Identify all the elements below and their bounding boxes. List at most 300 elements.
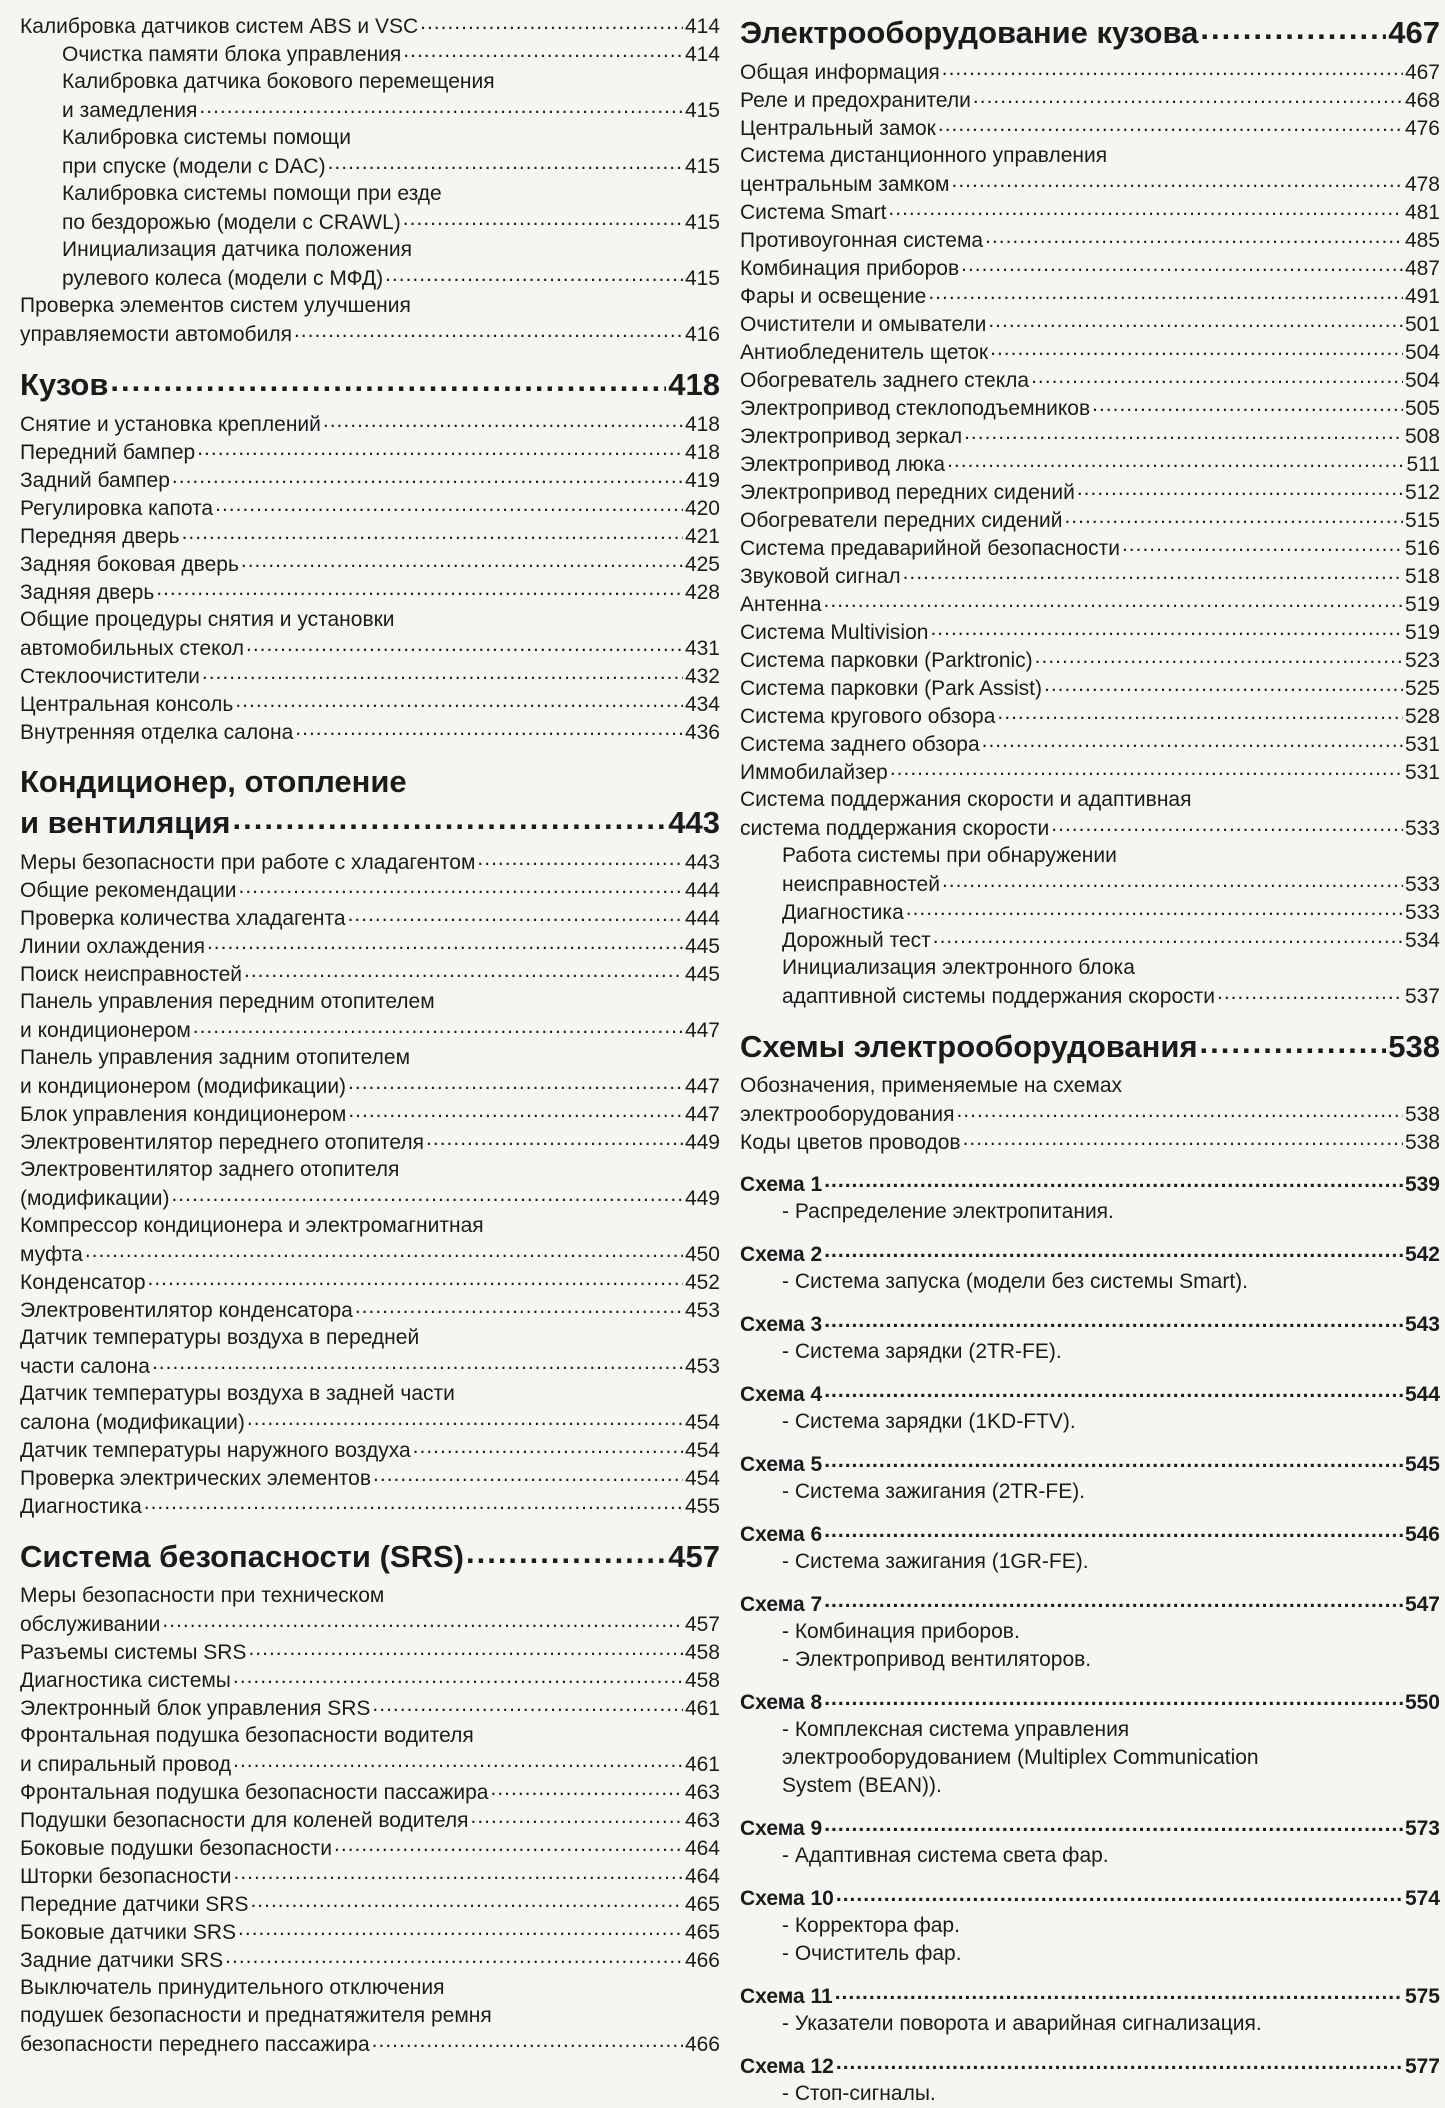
toc-entry: [20, 466, 720, 494]
toc-entry: [20, 1834, 720, 1862]
scheme-heading: [740, 1884, 1440, 1912]
page-number: 534: [1404, 929, 1440, 952]
dot-leader: [207, 932, 683, 953]
section-title-line: [20, 1536, 720, 1576]
page-number: 447: [684, 1103, 720, 1126]
entry-line: [740, 786, 1440, 814]
dot-leader: [372, 1694, 683, 1715]
entry-title: Комбинация приборов: [740, 257, 960, 280]
page-number: 546: [1404, 1523, 1440, 1546]
entry-title: Калибровка системы помощи: [62, 126, 351, 149]
scheme-title: Схема 10: [740, 1887, 834, 1910]
toc-entry: [20, 578, 720, 606]
entry-title: Выключатель принудительного отключения: [20, 1976, 445, 1999]
scheme-title: Схема 8: [740, 1691, 823, 1714]
toc-entry: [20, 1268, 720, 1296]
toc-entry: [20, 690, 720, 718]
entry-title: Внутренняя отделка салона: [20, 721, 294, 744]
entry-title: Проверка элементов систем улучшения: [20, 294, 411, 317]
entry-title: Система дистанционного управления: [740, 144, 1108, 167]
entry-title: части салона: [20, 1355, 150, 1378]
dot-leader: [334, 1834, 683, 1855]
scheme-title: Схема 4: [740, 1383, 823, 1406]
page-number: 539: [1404, 1173, 1440, 1196]
entry-title: Задний бампер: [20, 469, 170, 492]
scheme-entry: [740, 1884, 1440, 1968]
dot-leader: [1051, 814, 1403, 835]
dot-leader: [990, 338, 1403, 359]
entry-title: Иммобилайзер: [740, 761, 888, 784]
dot-leader: [144, 1492, 683, 1513]
dot-leader: [824, 1520, 1403, 1541]
entry-line: [740, 198, 1440, 226]
entry-line: [20, 1722, 720, 1750]
dot-leader: [835, 1982, 1403, 2003]
entry-line: [20, 1862, 720, 1890]
scheme-entry: [740, 1240, 1440, 1296]
page-number: 447: [684, 1075, 720, 1098]
entry-line: [20, 1638, 720, 1666]
page-number: 476: [1404, 117, 1440, 140]
page-number: 444: [684, 907, 720, 930]
section-heading: [20, 762, 720, 842]
toc-entry: [740, 1072, 1440, 1128]
dot-leader: [372, 2030, 683, 2051]
entry-line: [740, 982, 1440, 1010]
page-number: 452: [684, 1271, 720, 1294]
scheme-heading: [740, 1688, 1440, 1716]
entry-line: [20, 494, 720, 522]
toc-entry: [20, 1638, 720, 1666]
entry-line: [20, 12, 720, 40]
entry-title: Проверка количества хладагента: [20, 907, 346, 930]
toc-entry: [740, 842, 1440, 898]
toc-entry: [740, 58, 1440, 86]
dot-leader: [156, 578, 683, 599]
toc-entry: [20, 1946, 720, 1974]
page-number: 449: [684, 1187, 720, 1210]
toc-entry: [20, 1778, 720, 1806]
dot-leader: [148, 1268, 683, 1289]
dot-leader: [930, 618, 1403, 639]
entry-title: рулевого колеса (модели с МФД): [62, 267, 384, 290]
entry-line: [20, 1610, 720, 1638]
scheme-entry: [740, 1814, 1440, 1870]
page-number: 519: [1404, 593, 1440, 616]
entry-line: [740, 702, 1440, 730]
toc-entry: [20, 662, 720, 690]
page-number: 547: [1404, 1593, 1440, 1616]
section-title: Система безопасности (SRS): [20, 1539, 464, 1574]
toc-entry: [740, 562, 1440, 590]
scheme-heading: [740, 2052, 1440, 2080]
page-number: 577: [1404, 2055, 1440, 2078]
page-number: 443: [684, 851, 720, 874]
entry-line: [20, 2002, 720, 2030]
section-heading: [740, 12, 1440, 52]
dot-leader: [197, 438, 683, 459]
toc-entry: [20, 960, 720, 988]
dot-leader: [373, 1464, 683, 1485]
page-number: 550: [1404, 1691, 1440, 1714]
entry-line: [740, 422, 1440, 450]
toc-entry: [20, 932, 720, 960]
scheme-entry: [740, 1380, 1440, 1436]
scheme-description: электрооборудованием (Multiplex Communication: [782, 1746, 1259, 1769]
page-number: 511: [1406, 453, 1440, 476]
page-number: 449: [684, 1131, 720, 1154]
toc-entry: [740, 450, 1440, 478]
entry-title: Очистка памяти блока управления: [62, 43, 402, 66]
entry-line: [20, 876, 720, 904]
dot-leader: [824, 1590, 1403, 1611]
entry-title: Панель управления передним отопителем: [20, 990, 435, 1013]
dot-leader: [162, 1610, 683, 1631]
scheme-description: - Электропривод вентиляторов.: [782, 1648, 1092, 1671]
page-number: 414: [684, 43, 720, 66]
page-number: 501: [1404, 313, 1440, 336]
scheme-description: - Система зажигания (2TR-FE).: [782, 1480, 1086, 1503]
dot-leader: [477, 848, 683, 869]
dot-leader: [1092, 394, 1403, 415]
entry-line: [20, 848, 720, 876]
page-number: 533: [1404, 901, 1440, 924]
page-number: 415: [684, 155, 720, 178]
entry-title: Инициализация датчика положения: [62, 238, 412, 261]
page-number: 464: [684, 1837, 720, 1860]
dot-leader: [888, 198, 1403, 219]
scheme-entry: [740, 1982, 1440, 2038]
entry-title: Система предаварийной безопасности: [740, 537, 1120, 560]
entry-title: Фронтальная подушка безопасности водителя: [20, 1724, 474, 1747]
entry-title: Панель управления задним отопителем: [20, 1046, 411, 1069]
dot-leader: [824, 1170, 1403, 1191]
dot-leader: [199, 96, 683, 117]
entry-title: Меры безопасности при техническом: [20, 1584, 385, 1607]
entry-title: Снятие и установка креплений: [20, 413, 321, 436]
dot-leader: [928, 282, 1403, 303]
entry-title: Электровентилятор заднего отопителя: [20, 1158, 400, 1181]
toc-entry: [20, 1436, 720, 1464]
section-heading: [740, 1026, 1440, 1066]
toc-entry: [740, 786, 1440, 842]
dot-leader: [348, 1072, 683, 1093]
entry-line: [20, 988, 720, 1016]
scheme-description: - Адаптивная система света фар.: [782, 1844, 1109, 1867]
entry-line: [740, 730, 1440, 758]
entry-title: Калибровка системы помощи при езде: [62, 182, 442, 205]
entry-title: Датчик температуры наружного воздуха: [20, 1439, 411, 1462]
toc-entry: [20, 1862, 720, 1890]
toc-entry: [20, 522, 720, 550]
dot-leader: [247, 1408, 683, 1429]
toc-entry: [740, 366, 1440, 394]
entry-line: [20, 1044, 720, 1072]
section-title-line: [20, 364, 720, 404]
page-number: 431: [684, 637, 720, 660]
page-number: 443: [668, 805, 720, 840]
entry-line: [740, 590, 1440, 618]
entry-line: [740, 114, 1440, 142]
scheme-entry: [740, 1520, 1440, 1576]
entry-line: [740, 142, 1440, 170]
dot-leader: [1035, 646, 1403, 667]
entry-line: [20, 1352, 720, 1380]
dot-leader: [172, 466, 683, 487]
toc-entry: [740, 758, 1440, 786]
toc-entry: [740, 590, 1440, 618]
entry-line: [20, 208, 720, 236]
dot-leader: [1200, 12, 1386, 43]
toc-entry: [20, 124, 720, 180]
toc-entry: [20, 438, 720, 466]
scheme-description: - Стоп-сигналы.: [782, 2082, 936, 2105]
dot-leader: [241, 550, 683, 571]
dot-leader: [942, 870, 1403, 891]
toc-entry: [20, 606, 720, 662]
entry-line: [20, 2030, 720, 2058]
scheme-heading: [740, 1814, 1440, 1842]
toc-entry: [20, 1918, 720, 1946]
entry-title: центральным замком: [740, 173, 950, 196]
page-number: 418: [684, 413, 720, 436]
entry-line: [740, 394, 1440, 422]
entry-title: муфта: [20, 1243, 83, 1266]
dot-leader: [193, 1016, 683, 1037]
entry-line: [740, 310, 1440, 338]
entry-title: салона (модификации): [20, 1411, 245, 1434]
entry-title: Шторки безопасности: [20, 1865, 232, 1888]
page-number: 454: [684, 1411, 720, 1434]
dot-leader: [238, 1918, 683, 1939]
page-number: 450: [684, 1243, 720, 1266]
page-number: 466: [684, 2033, 720, 2056]
dot-leader: [824, 1688, 1403, 1709]
page-number: 445: [684, 935, 720, 958]
dot-leader: [1064, 506, 1402, 527]
entry-title: Звуковой сигнал: [740, 565, 901, 588]
page-number: 425: [684, 553, 720, 576]
scheme-title: Схема 6: [740, 1523, 823, 1546]
entry-title: Система Smart: [740, 201, 887, 224]
page-number: 505: [1404, 397, 1440, 420]
toc-entry: [20, 1044, 720, 1100]
toc-entry: [740, 618, 1440, 646]
entry-line: [20, 152, 720, 180]
entry-title: Задние датчики SRS: [20, 1949, 224, 1972]
scheme-heading: [740, 1520, 1440, 1548]
entry-title: по бездорожью (модели с CRAWL): [62, 211, 401, 234]
page-number: 574: [1404, 1887, 1440, 1910]
page-number: 523: [1404, 649, 1440, 672]
page-number: 463: [684, 1809, 720, 1832]
entry-line: [20, 1436, 720, 1464]
dot-leader: [235, 690, 683, 711]
entry-line: [20, 124, 720, 152]
entry-title: Реле и предохранители: [740, 89, 971, 112]
entry-line: [740, 366, 1440, 394]
toc-left-column: [20, 12, 720, 2058]
page-number: 487: [1404, 257, 1440, 280]
entry-title: управляемости автомобиля: [20, 323, 292, 346]
entry-line: [740, 58, 1440, 86]
page-number: 461: [684, 1753, 720, 1776]
page-number: 491: [1404, 285, 1440, 308]
toc-entry: [20, 1212, 720, 1268]
entry-line: [20, 606, 720, 634]
entry-line: [20, 1072, 720, 1100]
page-number: 573: [1404, 1817, 1440, 1840]
toc-entry: [740, 198, 1440, 226]
toc-entry: [740, 142, 1440, 198]
dot-leader: [233, 1666, 683, 1687]
scheme-description: System (BEAN)).: [782, 1774, 942, 1797]
entry-title: Компрессор кондиционера и электромагнитная: [20, 1214, 484, 1237]
dot-leader: [385, 264, 683, 285]
toc-entry: [740, 534, 1440, 562]
section-title-line: [740, 12, 1440, 52]
entry-line: [740, 618, 1440, 646]
page-number: 515: [1404, 509, 1440, 532]
entry-title: Подушки безопасности для коленей водителя: [20, 1809, 469, 1832]
dot-leader: [1122, 534, 1403, 555]
entry-line: [20, 1212, 720, 1240]
entry-line: [740, 814, 1440, 842]
dot-leader: [824, 1240, 1403, 1261]
dot-leader: [824, 1310, 1403, 1331]
entry-line: [740, 646, 1440, 674]
toc-entry: [20, 1100, 720, 1128]
page-number: 465: [684, 1893, 720, 1916]
entry-line: [20, 960, 720, 988]
toc-entry: [20, 1492, 720, 1520]
toc-entry: [20, 1156, 720, 1212]
dot-leader: [836, 1884, 1403, 1905]
toc-right-column: [740, 12, 1440, 2108]
entry-title: Боковые подушки безопасности: [20, 1837, 333, 1860]
dot-leader: [938, 114, 1403, 135]
entry-title: электрооборудования: [740, 1103, 955, 1126]
scheme-title: Схема 3: [740, 1313, 823, 1336]
dot-leader: [824, 1450, 1403, 1471]
scheme-title: Схема 12: [740, 2055, 834, 2078]
page-number: 416: [684, 323, 720, 346]
entry-title: безопасности переднего пассажира: [20, 2033, 370, 2056]
dot-leader: [973, 86, 1403, 107]
dot-leader: [1217, 982, 1403, 1003]
scheme-entry: [740, 1450, 1440, 1506]
page-number: 458: [684, 1669, 720, 1692]
entry-line: [20, 1380, 720, 1408]
dot-leader: [355, 1296, 683, 1317]
scheme-entry: [740, 1310, 1440, 1366]
entry-title: Электровентилятор переднего отопителя: [20, 1131, 425, 1154]
dot-leader: [906, 898, 1403, 919]
entry-title: (модификации): [20, 1187, 170, 1210]
dot-leader: [471, 1806, 683, 1827]
entry-line: [740, 842, 1440, 870]
dot-leader: [403, 40, 683, 61]
entry-title: Регулировка капота: [20, 497, 214, 520]
dot-leader: [233, 802, 667, 833]
section-title-line: [20, 802, 720, 842]
toc-entry: [20, 1806, 720, 1834]
entry-line: [740, 254, 1440, 282]
page-number: 481: [1404, 201, 1440, 224]
entry-line: [20, 438, 720, 466]
toc-entry: [20, 1890, 720, 1918]
scheme-description: - Комбинация приборов.: [782, 1620, 1020, 1643]
entry-title: и кондиционером: [20, 1019, 191, 1042]
page-number: 461: [684, 1697, 720, 1720]
dot-leader: [238, 876, 682, 897]
dot-leader: [947, 450, 1404, 471]
toc-entry: [740, 702, 1440, 730]
entry-line: [20, 68, 720, 96]
entry-title: и замедления: [62, 99, 198, 122]
entry-line: [20, 1324, 720, 1352]
page-number: 453: [684, 1299, 720, 1322]
entry-line: [20, 1806, 720, 1834]
scheme-description: - Система зарядки (2TR-FE).: [782, 1340, 1062, 1363]
entry-line: [20, 1778, 720, 1806]
toc-entry: [740, 898, 1440, 926]
page-number: 531: [1404, 733, 1440, 756]
toc-entry: [20, 848, 720, 876]
page-number: 465: [684, 1921, 720, 1944]
entry-title: Разъемы системы SRS: [20, 1641, 247, 1664]
entry-title: Общие процедуры снятия и установки: [20, 608, 395, 631]
page-number: 457: [668, 1539, 720, 1574]
scheme-description: - Очиститель фар.: [782, 1942, 962, 1965]
toc-entry: [740, 926, 1440, 954]
page-number: 538: [1388, 1029, 1440, 1064]
page-number: 512: [1404, 481, 1440, 504]
dot-leader: [294, 320, 683, 341]
entry-title: Очистители и омыватели: [740, 313, 987, 336]
entry-title: Электропривод зеркал: [740, 425, 963, 448]
dot-leader: [426, 1128, 683, 1149]
dot-leader: [348, 1100, 683, 1121]
entry-title: Противоугонная система: [740, 229, 984, 252]
entry-title: Поиск неисправностей: [20, 963, 242, 986]
scheme-entry: [740, 1688, 1440, 1800]
dot-leader: [85, 1240, 683, 1261]
entry-title: и кондиционером (модификации): [20, 1075, 347, 1098]
entry-title: Система парковки (Parktronic): [740, 649, 1033, 672]
dot-leader: [964, 422, 1403, 443]
toc-entry: [20, 1128, 720, 1156]
entry-title: подушек безопасности и преднатяжителя ремня: [20, 2004, 492, 2027]
entry-title: Центральная консоль: [20, 693, 234, 716]
toc-entry: [20, 236, 720, 292]
entry-line: [740, 562, 1440, 590]
entry-line: [20, 1582, 720, 1610]
page-number: 537: [1404, 985, 1440, 1008]
dot-leader: [182, 522, 683, 543]
entry-line: [20, 1492, 720, 1520]
entry-line: [740, 86, 1440, 114]
toc-entry: [20, 1722, 720, 1778]
entry-line: [20, 1184, 720, 1212]
toc-entry: [20, 40, 720, 68]
page-number: 418: [684, 441, 720, 464]
dot-leader: [956, 1100, 1403, 1121]
toc-entry: [20, 876, 720, 904]
entry-line: [20, 1750, 720, 1778]
page-number: 467: [1388, 15, 1440, 50]
entry-line: [20, 410, 720, 438]
